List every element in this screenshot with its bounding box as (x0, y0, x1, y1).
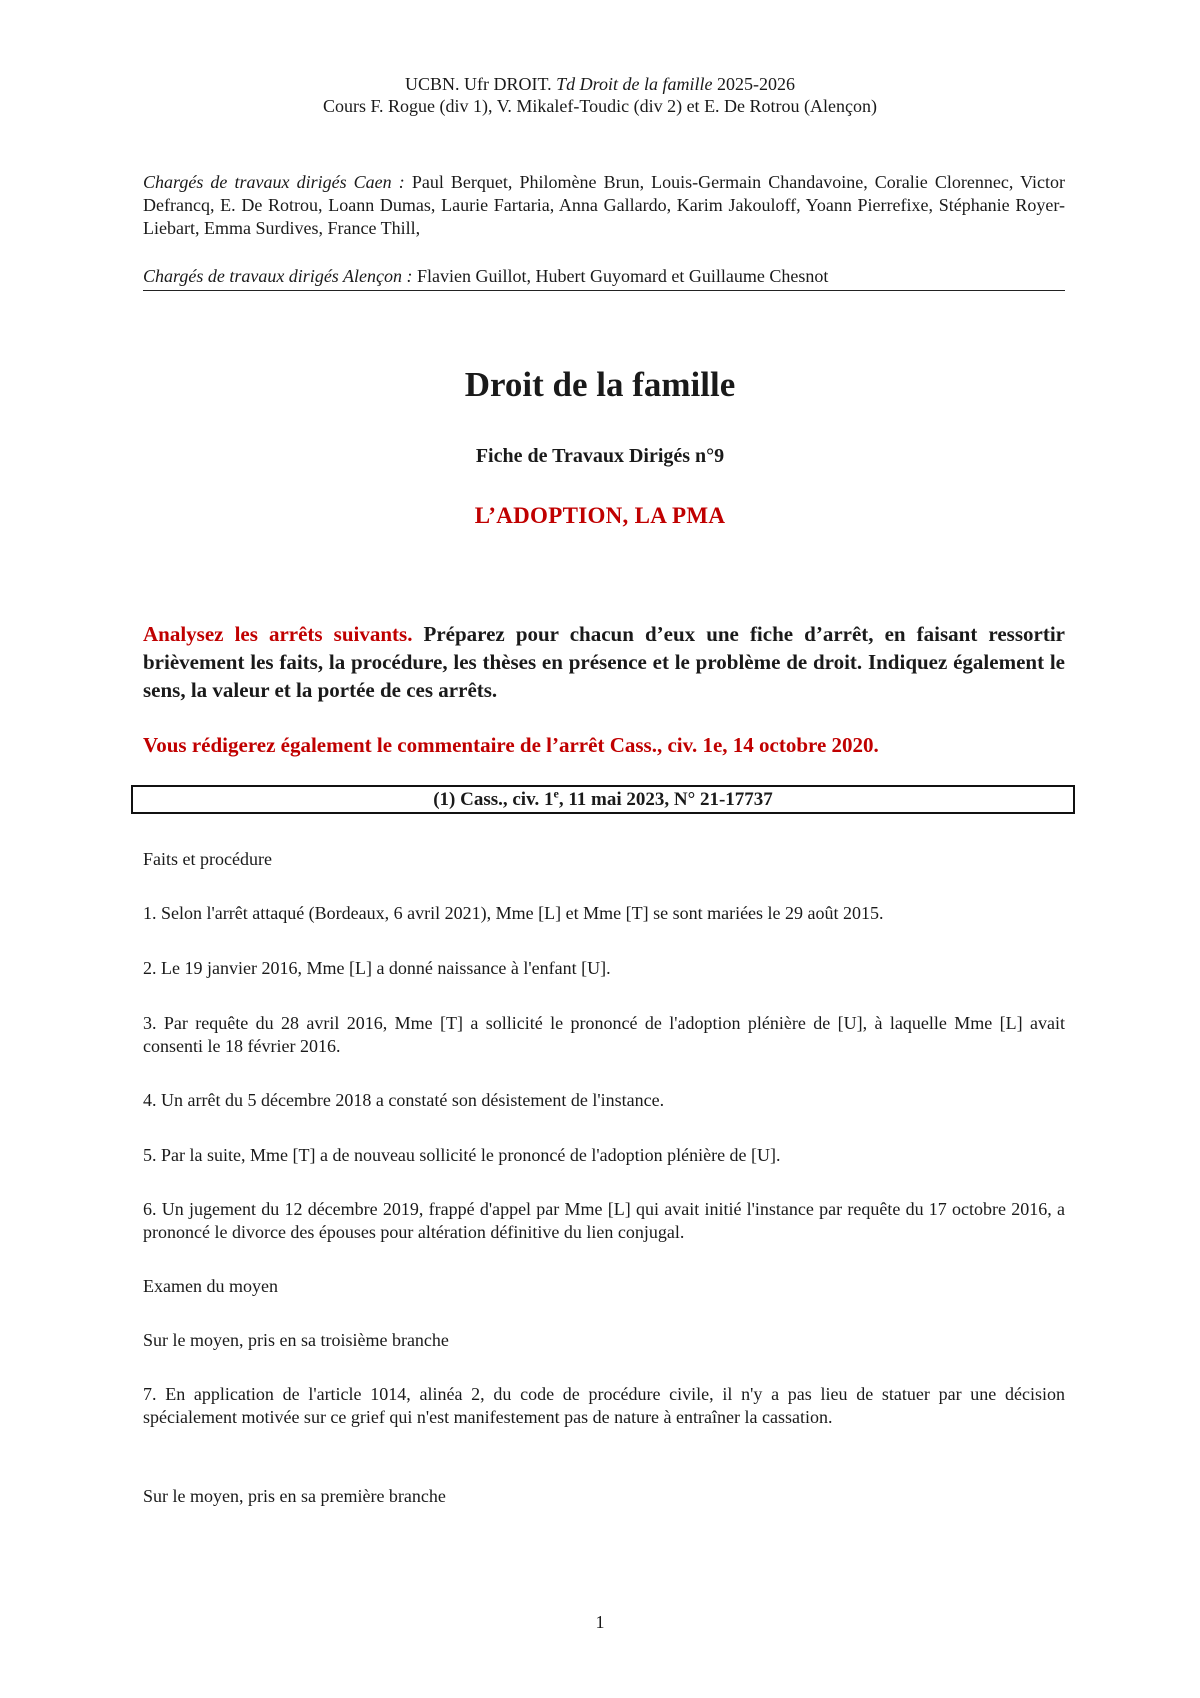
commentaire-instruction: Vous rédigerez également le commentaire de l’arrêt Cass., civ. 1e, 14 octobre 2020. (143, 733, 879, 757)
arret-heading-box: (1) Cass., civ. 1e, 11 mai 2023, N° 21-17737 (131, 785, 1075, 814)
charges-caen-label: Chargés de travaux dirigés Caen : (143, 172, 405, 192)
instructions-text: Préparez pour chacun d’eux une fiche d’arrêt, en faisant ressortir brièvement les faits, la procédure, les thèses en présence et le problème de droit. Indiquez également le sens, la valeur et la portée de ces arrêts. (143, 622, 1065, 702)
document-theme: L’ADOPTION, LA PMA (474, 503, 726, 528)
body-paragraph: 4. Un arrêt du 5 décembre 2018 a constaté son désistement de l'instance. (143, 1090, 665, 1110)
body-paragraph: Faits et procédure (143, 849, 272, 869)
header-line-2: Cours F. Rogue (div 1), V. Mikalef-Toudic (div 2) et E. De Rotrou (Alençon) (322, 96, 878, 116)
body-paragraph: 6. Un jugement du 12 décembre 2019, frappé d'appel par Mme [L] qui avait initié l'instance par requête du 17 octobre 2016, a prononcé le divorce des épouses pour altération définitive du lien conjugal. (143, 1199, 1065, 1242)
body-paragraph: 5. Par la suite, Mme [T] a de nouveau sollicité le prononcé de l'adoption plénière de [U]. (143, 1145, 781, 1165)
charges-alencon-names: Flavien Guillot, Hubert Guyomard et Guillaume Chesnot (412, 266, 829, 286)
body-paragraph: 7. En application de l'article 1014, alinéa 2, du code de procédure civile, il n'y a pas lieu de statuer par une décision spécialement motivée sur ce grief qui n'est manifestement pas de nature à entraîner la cassation. (143, 1384, 1065, 1427)
charges-alencon-label: Chargés de travaux dirigés Alençon : (143, 266, 413, 286)
charges-caen (143, 171, 1065, 240)
body-paragraph: 3. Par requête du 28 avril 2016, Mme [T] a sollicité le prononcé de l'adoption plénière de [U], à laquelle Mme [L] avait consenti le 18 février 2016. (143, 1013, 1065, 1056)
document-subtitle: Fiche de Travaux Dirigés n°9 (475, 445, 725, 467)
body-paragraph: Sur le moyen, pris en sa première branche (143, 1486, 446, 1506)
page-number: 1 (595, 1612, 605, 1632)
instructions (143, 620, 1065, 704)
charges-alencon (143, 265, 1065, 288)
body-paragraph: Examen du moyen (143, 1276, 278, 1296)
course-header (140, 73, 1060, 117)
document-title: Droit de la famille (464, 365, 736, 404)
body-paragraph: 1. Selon l'arrêt attaqué (Bordeaux, 6 avril 2021), Mme [L] et Mme [T] se sont mariées le 29 août 2015. (143, 903, 884, 923)
header-line-1: UCBN. Ufr DROIT. Td Droit de la famille 2025-2026 (405, 74, 795, 94)
body-paragraph: 2. Le 19 janvier 2016, Mme [L] a donné naissance à l'enfant [U]. (143, 958, 611, 978)
charges-caen-names: Paul Berquet, Philomène Brun, Louis-Germain Chandavoine, Coralie Clorennec, Victor Defrancq, E. De Rotrou, Loann Dumas, Laurie Fartaria, Anna Gallardo, Karim Jakouloff, Yoann Pierrefixe, Stéphanie Royer-Liebart, Emma Surdives, France Thill, (143, 172, 1065, 238)
header-divider (143, 290, 1065, 291)
body-paragraph: Sur le moyen, pris en sa troisième branche (143, 1330, 449, 1350)
instructions-red: Analysez les arrêts suivants. (143, 622, 413, 646)
